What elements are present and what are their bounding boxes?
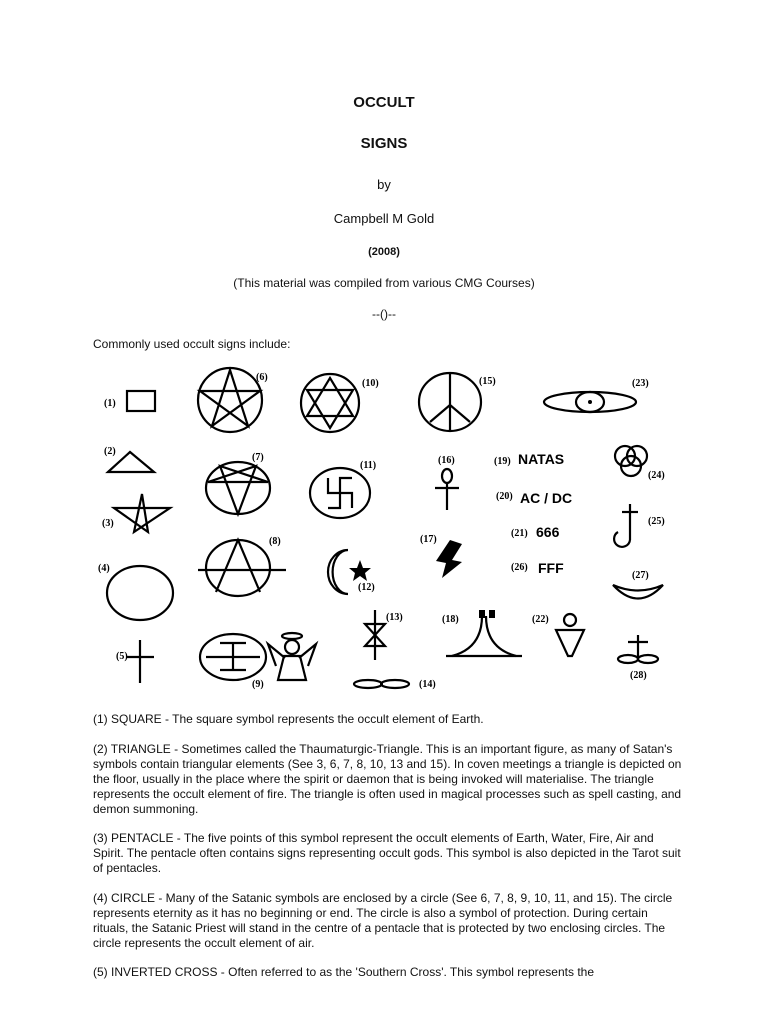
anarchy-symbol xyxy=(198,540,286,596)
inverted-pentagram-symbol xyxy=(206,462,270,514)
label-17: (17) xyxy=(420,534,437,545)
symbol-22 xyxy=(556,614,584,656)
label-13: (13) xyxy=(386,612,403,623)
label-14: (14) xyxy=(419,679,436,690)
circle-cross-symbol xyxy=(200,634,266,680)
title-line-2: SIGNS xyxy=(360,135,408,152)
label-25: (25) xyxy=(648,516,665,527)
pentacle-symbol xyxy=(114,494,170,532)
author: Campbell M Gold xyxy=(333,211,435,226)
label-5: (5) xyxy=(116,651,128,662)
label-28: (28) xyxy=(630,670,647,681)
symbol-18-mark-right xyxy=(489,610,495,618)
paragraph-pentacle: (3) PENTACLE - The five points of this symbol represent the occult elements of Earth, Water, Fire, Air and Spirit. The pentacle often contains signs representing occult gods. This symbol is also depicted in the Tarot suit of pentacles. xyxy=(93,831,681,875)
year: (2008) xyxy=(368,246,400,258)
swastika-circle-symbol xyxy=(310,468,370,518)
label-26: (26) xyxy=(511,562,528,573)
paragraph-triangle: (2) TRIANGLE - Sometimes called the Thaumaturgic-Triangle. This is an important figure, as many of Satan's symbols contain triangular elements (See 3, 6, 7, 8, 10, 13 and 15). In coven meetings a triangle is depicted on the floor, usually in the place where the spirit or daemon that is being invoked will materialise. The triangle represents the occult element of fire. The triangle is often used in magical processes such as spell casting, and demon summoning. xyxy=(93,742,682,816)
pentagram-circle-symbol xyxy=(198,368,262,432)
paragraph-inverted-cross: (5) INVERTED CROSS - Often referred to as the 'Southern Cross'. This symbol represents the xyxy=(93,965,594,979)
peace-symbol xyxy=(419,373,481,431)
label-11: (11) xyxy=(360,460,377,471)
label-3: (3) xyxy=(102,518,114,529)
circle-symbol xyxy=(107,566,173,620)
label-18: (18) xyxy=(442,614,459,625)
label-21: (21) xyxy=(511,528,528,539)
separator: --()-- xyxy=(372,307,396,321)
symbol-25 xyxy=(614,504,638,547)
label-20: (20) xyxy=(496,491,513,502)
square-symbol xyxy=(127,391,155,411)
word-natas: NATAS xyxy=(518,451,565,467)
crescent-symbol xyxy=(328,550,348,594)
hexagram-circle-symbol xyxy=(301,374,359,432)
word-666: 666 xyxy=(536,524,560,540)
angel-figure xyxy=(268,633,316,680)
symbol-13 xyxy=(365,610,385,660)
label-19: (19) xyxy=(494,456,511,467)
paragraph-circle: (4) CIRCLE - Many of the Satanic symbols are enclosed by a circle (See 6, 7, 8, 9, 10, 11, and 15). The circle represents eternity as it has no beginning or end. The circle is also a symbol of protection. During certain rituals, the Satanic Priest will stand in the centre of a pentacle that is protected by two enclosing circles. The circle represents the occult element of air. xyxy=(93,891,673,950)
compiled-note: (This material was compiled from various CMG Courses) xyxy=(233,276,535,290)
symbol-14 xyxy=(354,680,409,688)
label-24: (24) xyxy=(648,470,665,481)
symbol-28 xyxy=(618,635,658,663)
word-acdc: AC / DC xyxy=(520,490,573,506)
symbol-27 xyxy=(613,585,663,599)
word-fff: FFF xyxy=(538,560,564,576)
label-9: (9) xyxy=(252,679,264,690)
intro-text: Commonly used occult signs include: xyxy=(93,337,291,351)
signs-illustration xyxy=(90,360,690,700)
inverted-cross-symbol xyxy=(126,640,154,683)
label-4: (4) xyxy=(98,563,110,574)
occult-signs-figure xyxy=(90,360,690,700)
label-27: (27) xyxy=(632,570,649,581)
paragraph-square: (1) SQUARE - The square symbol represents the occult element of Earth. xyxy=(93,712,484,726)
label-12: (12) xyxy=(358,582,375,593)
label-23: (23) xyxy=(632,378,649,389)
label-22: (22) xyxy=(532,614,549,625)
symbol-24 xyxy=(615,446,647,476)
label-16: (16) xyxy=(438,455,455,466)
label-8: (8) xyxy=(269,536,281,547)
label-7: (7) xyxy=(252,452,264,463)
label-15: (15) xyxy=(479,376,496,387)
by-line: by xyxy=(377,177,391,192)
lightning-symbol xyxy=(436,540,462,578)
label-2: (2) xyxy=(104,446,116,457)
label-10: (10) xyxy=(362,378,379,389)
symbol-18-mark-left xyxy=(479,610,485,618)
ankh-symbol xyxy=(435,469,459,510)
title-line-1: OCCULT xyxy=(353,94,415,111)
symbol-23-dot xyxy=(588,400,592,404)
label-1: (1) xyxy=(104,398,116,409)
label-6: (6) xyxy=(256,372,268,383)
star-symbol xyxy=(349,560,371,581)
